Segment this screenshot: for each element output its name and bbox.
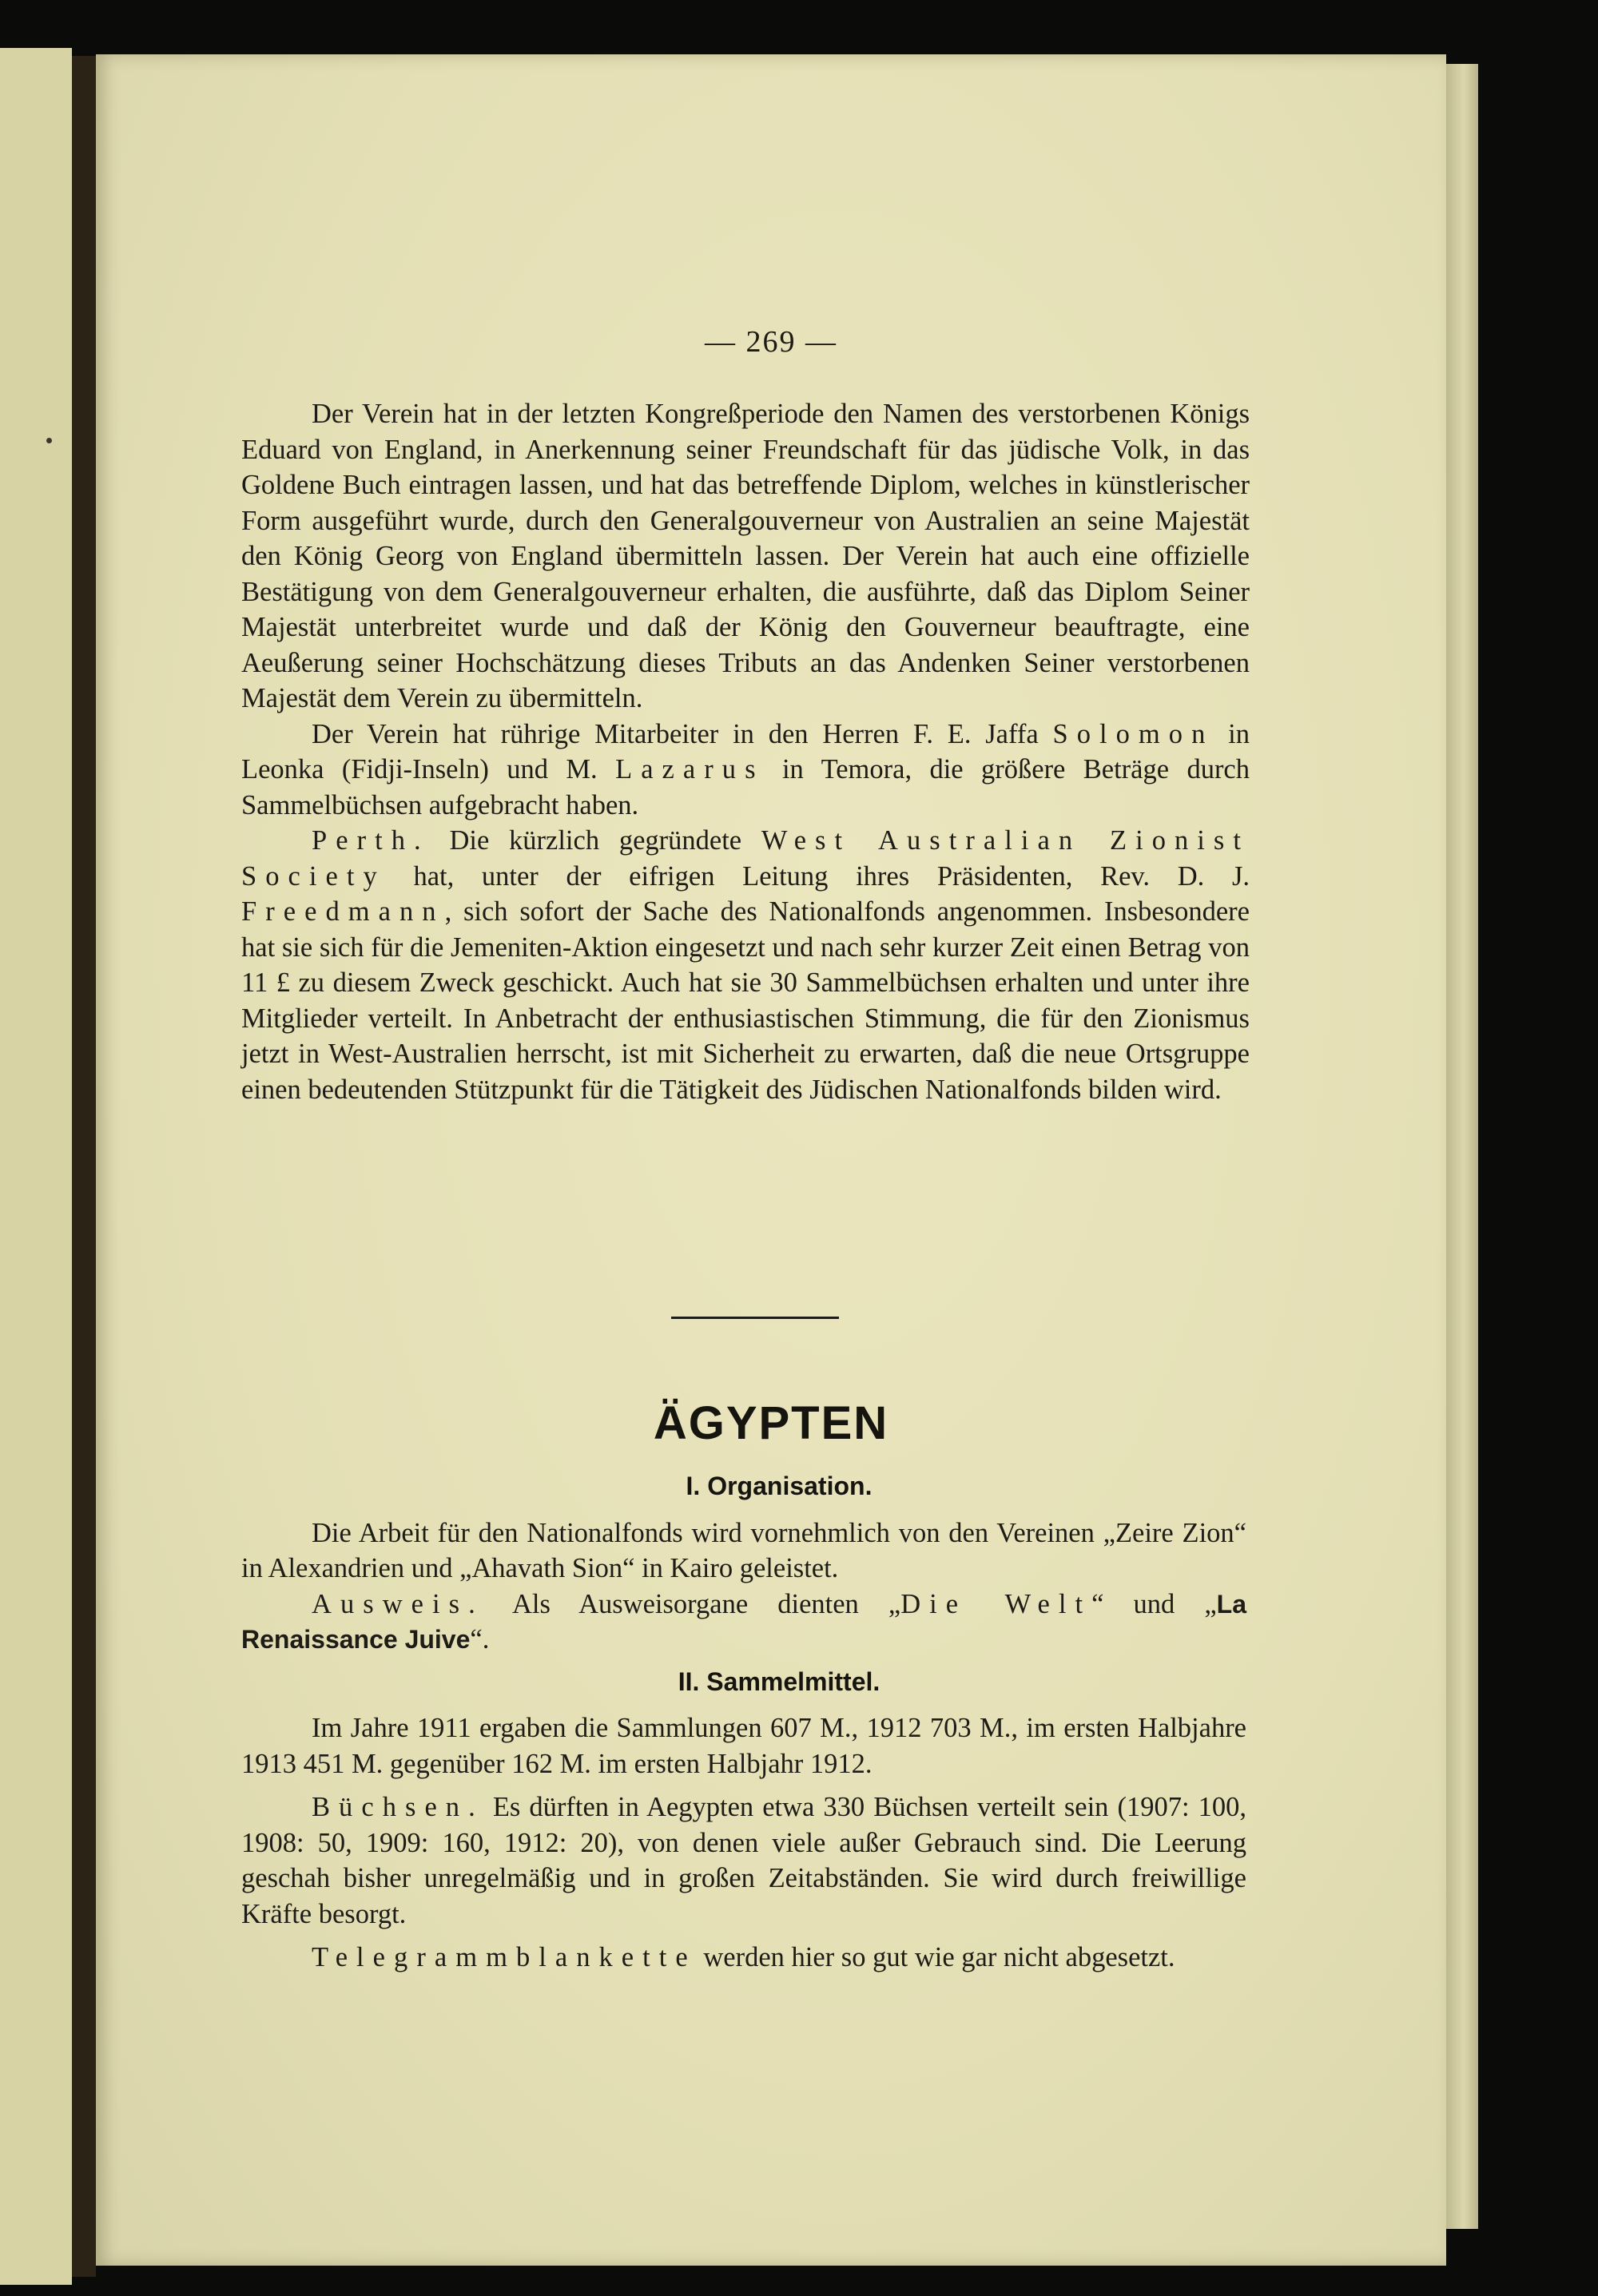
- text-run: “ und „: [1091, 1588, 1217, 1619]
- paragraph-telegramm: [241, 1940, 1246, 1976]
- spaced-name: Solomon: [1052, 718, 1214, 749]
- book-binding: [72, 56, 96, 2277]
- paragraph-sammlungen: Im Jahre 1911 ergaben die Sammlungen 607 M., 1912 703 M., im ersten Halbjahre 1913 451 M. gegenüber 162 M. im ersten Halbjahr 1912.: [241, 1713, 1246, 1779]
- text-run: Die kürzlich gegründete: [429, 825, 761, 856]
- paragraph-ausweis: [241, 1587, 1246, 1658]
- spaced-label: Büchsen.: [312, 1792, 484, 1822]
- text-run: werden hier so gut wie gar nicht abgesetzt.: [696, 1942, 1175, 1972]
- text-run: Als Ausweisorgane dienten „: [483, 1588, 901, 1619]
- section-title: ÄGYPTEN: [653, 1397, 889, 1449]
- section-divider: [671, 1317, 839, 1319]
- paragraph-organisation: Die Arbeit für den Nationalfonds wird vornehmlich von den Vereinen „Zeire Zion“ in Alexandrien und „Ahavath Sion“ in Kairo geleistet.: [241, 1517, 1246, 1583]
- text-run: Der Verein hat rührige Mitarbeiter in den Herren F. E. Jaffa: [312, 718, 1053, 749]
- subheading-sammelmittel: II. Sammelmittel.: [678, 1666, 880, 1696]
- text-run: “.: [470, 1624, 490, 1654]
- facing-page-edge: [0, 48, 72, 2285]
- text-run: in Temora, die größere Beträge durch Sammelbüchsen aufgebracht haben.: [241, 754, 1250, 820]
- book-page: [96, 54, 1446, 2266]
- page-number: — 269 —: [705, 325, 837, 359]
- text-run: hat, unter der eifrigen Leitung ihres Präsidenten, Rev. D. J.: [385, 860, 1250, 892]
- body-text-block-1: [241, 396, 1250, 1107]
- text-run: , sich sofort der Sache des Nationalfonds angenommen. Insbesondere hat sie sich für die Jemeniten-Aktion eingesetzt und nach sehr kurzer Zeit einen Betrag von 11 £ zu diesem Zweck geschickt. Auch hat sie 30 Sammelbüchsen erhalten und unter ihre Mitglieder verteilt. In Anbetracht der enthusiastischen Stimmung, die für den Zionismus jetzt in West-Australien herrscht, ist mit Sicherheit zu erwarten, daß die neue Ortsgruppe einen bedeutenden Stützpunkt für die Tätigkeit des Jüdischen Nationalfonds bilden wird.: [241, 896, 1250, 1105]
- spaced-name: Freedmann: [241, 896, 445, 927]
- spaced-label: Ausweis.: [312, 1588, 484, 1619]
- spaced-name: Die Welt: [900, 1588, 1092, 1619]
- paragraph-buechsen: [241, 1790, 1246, 1932]
- spaced-name: Lazarus: [615, 754, 765, 785]
- paragraph-coronation-diploma: Der Verein hat in der letzten Kongreßperiode den Namen des verstorbenen Königs Eduard von England, in Anerkennung seiner Freundschaft für das jüdische Volk, in das Goldene Buch eintragen lassen, und hat das betreffende Diplom, welches in künstlerischer Form ausgeführt wurde, durch den Generalgouverneur von Australien an seine Majestät den König Georg von England übermitteln lassen. Der Verein hat auch eine offizielle Bestätigung von dem Generalgouverneur erhalten, die ausführte, daß das Diplom Seiner Majestät unterbreitet wurde und daß der König den Gouverneur beauftragte, eine Aeußerung seiner Hochschätzung dieses Tributs an das Andenken Seiner verstorbenen Majestät dem Verein zu übermitteln.: [241, 399, 1250, 713]
- spaced-label: Telegrammblankette: [312, 1942, 697, 1972]
- paragraph-perth: [241, 823, 1250, 1107]
- speck: [46, 438, 52, 443]
- paragraph-collaborators: [241, 717, 1250, 824]
- text-run: in Leonka (Fidji-Inseln) und M.: [241, 718, 1250, 785]
- bold-name: La Renaissance Juive: [241, 1589, 1246, 1654]
- subheading-organisation: I. Organisation.: [686, 1472, 873, 1500]
- place-name: Perth.: [312, 825, 430, 856]
- text-run: Es dürften in Aegypten etwa 330 Büchsen verteilt sein (1907: 100, 1908: 50, 1909: 160, 1912: 20), von denen viele außer Gebrauch sind. Die Leerung geschah bisher unregelmäßig und in großen Zeitabständen. Sie wird durch freiwillige Kräfte besorgt.: [241, 1792, 1246, 1929]
- society-name: West Australian Zionist Society: [241, 825, 1250, 892]
- body-text-block-2: [241, 1468, 1246, 1976]
